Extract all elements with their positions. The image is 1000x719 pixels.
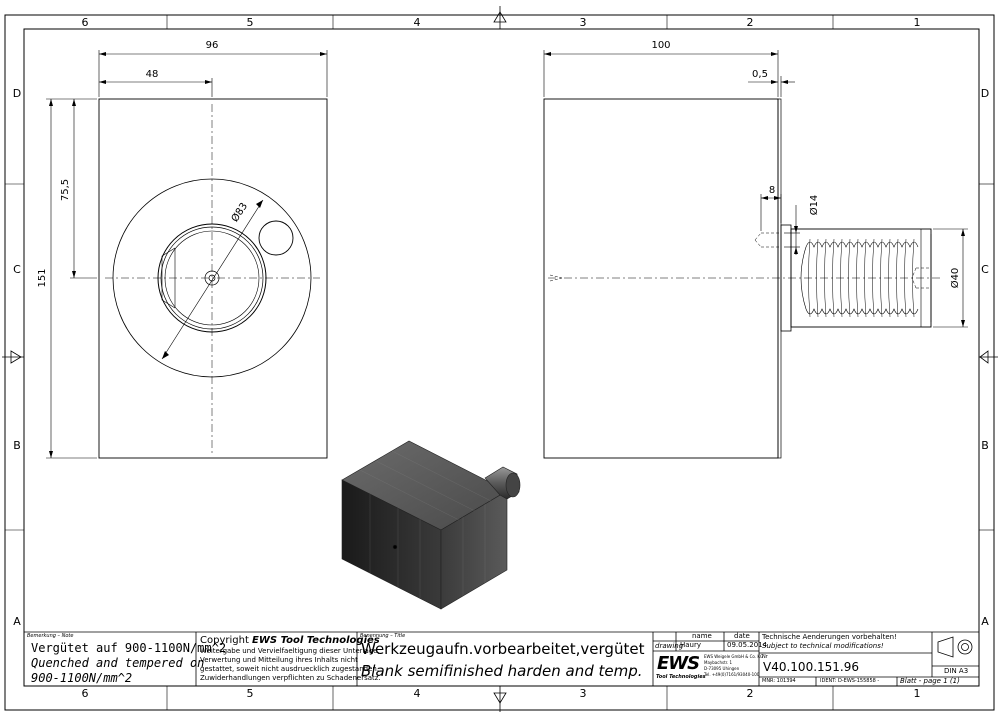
- copyright-text-1: Weitergabe und Vervielfaeltigung dieser Unterlage,: [200, 647, 380, 655]
- ident-number: IDENT: D-EWS-155858 -: [820, 678, 880, 684]
- company-logo-subtitle: Tool Technologies: [656, 674, 706, 680]
- zone-row-left-c: C: [13, 263, 21, 276]
- paper-size: DIN A3: [944, 667, 969, 675]
- copyright-heading: [200, 636, 380, 646]
- thread-crest: [897, 239, 899, 317]
- modification-note-german: Technische Aenderungen vorbehalten!: [762, 633, 897, 641]
- header-name: name: [692, 632, 712, 640]
- front-view: [99, 99, 327, 458]
- thread-crest: [849, 239, 851, 317]
- zone-row-right-a: A: [981, 615, 989, 628]
- copyright-brand: EWS Tool Technologies: [252, 635, 380, 646]
- zone-col-top-2: 2: [746, 16, 754, 29]
- zone-row-right-c: C: [981, 263, 989, 276]
- thread-crest: [833, 239, 835, 317]
- part-number-label: Nr: [762, 654, 768, 660]
- front-view-dimensions: [46, 50, 327, 458]
- company-logo: EWS: [657, 653, 700, 674]
- zone-col-top-4: 4: [413, 16, 421, 29]
- dim-front-height: 151: [37, 268, 48, 288]
- zone-col-bottom-6: 6: [81, 687, 89, 700]
- title-label: Benennung – Title: [360, 633, 406, 639]
- zone-col-bottom-3: 3: [579, 687, 587, 700]
- zone-col-top-3: 3: [579, 16, 587, 29]
- drawn-by: Haury: [680, 641, 702, 649]
- side-view: [544, 99, 940, 458]
- thread-crest: [817, 239, 819, 317]
- dim-front-half-width: 48: [145, 69, 159, 80]
- company-phone: Tel. +49(0)7161/93040-100: [704, 672, 760, 677]
- dim-side-step: 8: [768, 185, 776, 196]
- zone-row-left-d: D: [12, 87, 22, 100]
- zone-row-left-a: A: [13, 615, 21, 628]
- dim-side-gap: 0,5: [752, 69, 768, 80]
- zone-col-bottom-2: 2: [746, 687, 754, 700]
- company-city: D-73095 Uhingen: [704, 666, 740, 671]
- zone-col-bottom-5: 5: [246, 687, 254, 700]
- dim-side-length: 100: [651, 40, 671, 51]
- copyright-text-2: Verwertung und Mitteilung ihres Inhalts nicht: [200, 656, 358, 664]
- zone-col-top-1: 1: [913, 16, 921, 29]
- zone-col-bottom-4: 4: [413, 687, 421, 700]
- dim-side-shank-diameter: Ø14: [809, 194, 820, 216]
- drawn-date: 09.05.2014: [727, 641, 768, 649]
- thread-crest: [881, 239, 883, 317]
- copyright-text-3: gestattet, soweit nicht ausdruecklich zugestanden.: [200, 665, 380, 673]
- remark-line-1: Vergütet auf 900-1100N/mm^2: [31, 641, 227, 655]
- drawing-title-english: Blank semifinished harden and temp.: [361, 662, 643, 680]
- remark-line-2: Quenched and tempered on: [31, 656, 205, 670]
- part-number: V40.100.151.96: [763, 660, 859, 674]
- isometric-view: [342, 441, 520, 609]
- row-drawing-label: drawing: [655, 642, 684, 650]
- sheet-frame: [2, 6, 998, 712]
- dim-front-diameter: Ø83: [229, 201, 251, 225]
- copyright-text-4: Zuwiderhandlungen verpflichten zu Schadenersatz.: [200, 674, 381, 682]
- zone-labels: [13, 16, 989, 700]
- remark-label: Bemerkung – Note: [27, 633, 74, 639]
- zone-row-left-b: B: [13, 439, 21, 452]
- remark-line-3: 900-1100N/mm^2: [31, 671, 133, 685]
- modification-note-english: Subject to technical modifications!: [762, 642, 884, 650]
- sheet-page: Blatt - page 1 (1): [900, 677, 960, 685]
- drawing-title-german: Werkzeugaufn.vorbearbeitet,vergütet: [361, 640, 645, 658]
- zone-col-bottom-1: 1: [913, 687, 921, 700]
- header-date: date: [734, 632, 750, 640]
- company-name: EWS Weigele GmbH & Co. KG: [704, 654, 764, 659]
- mnr-number: MNR: 101394: [762, 678, 796, 684]
- thread-crest: [865, 239, 867, 317]
- zone-col-top-5: 5: [246, 16, 254, 29]
- thread-crest: [913, 239, 915, 317]
- zone-row-right-d: D: [980, 87, 990, 100]
- company-street: Maybachstr. 1: [704, 660, 733, 665]
- dim-side-thread-diameter: Ø40: [950, 267, 961, 289]
- projection-symbol-icon: [938, 637, 972, 657]
- zone-col-top-6: 6: [81, 16, 89, 29]
- dim-front-width: 96: [205, 40, 219, 51]
- zone-row-right-b: B: [981, 439, 989, 452]
- copyright-prefix: Copyright: [200, 635, 253, 646]
- dim-front-center-height: 75,5: [60, 178, 71, 202]
